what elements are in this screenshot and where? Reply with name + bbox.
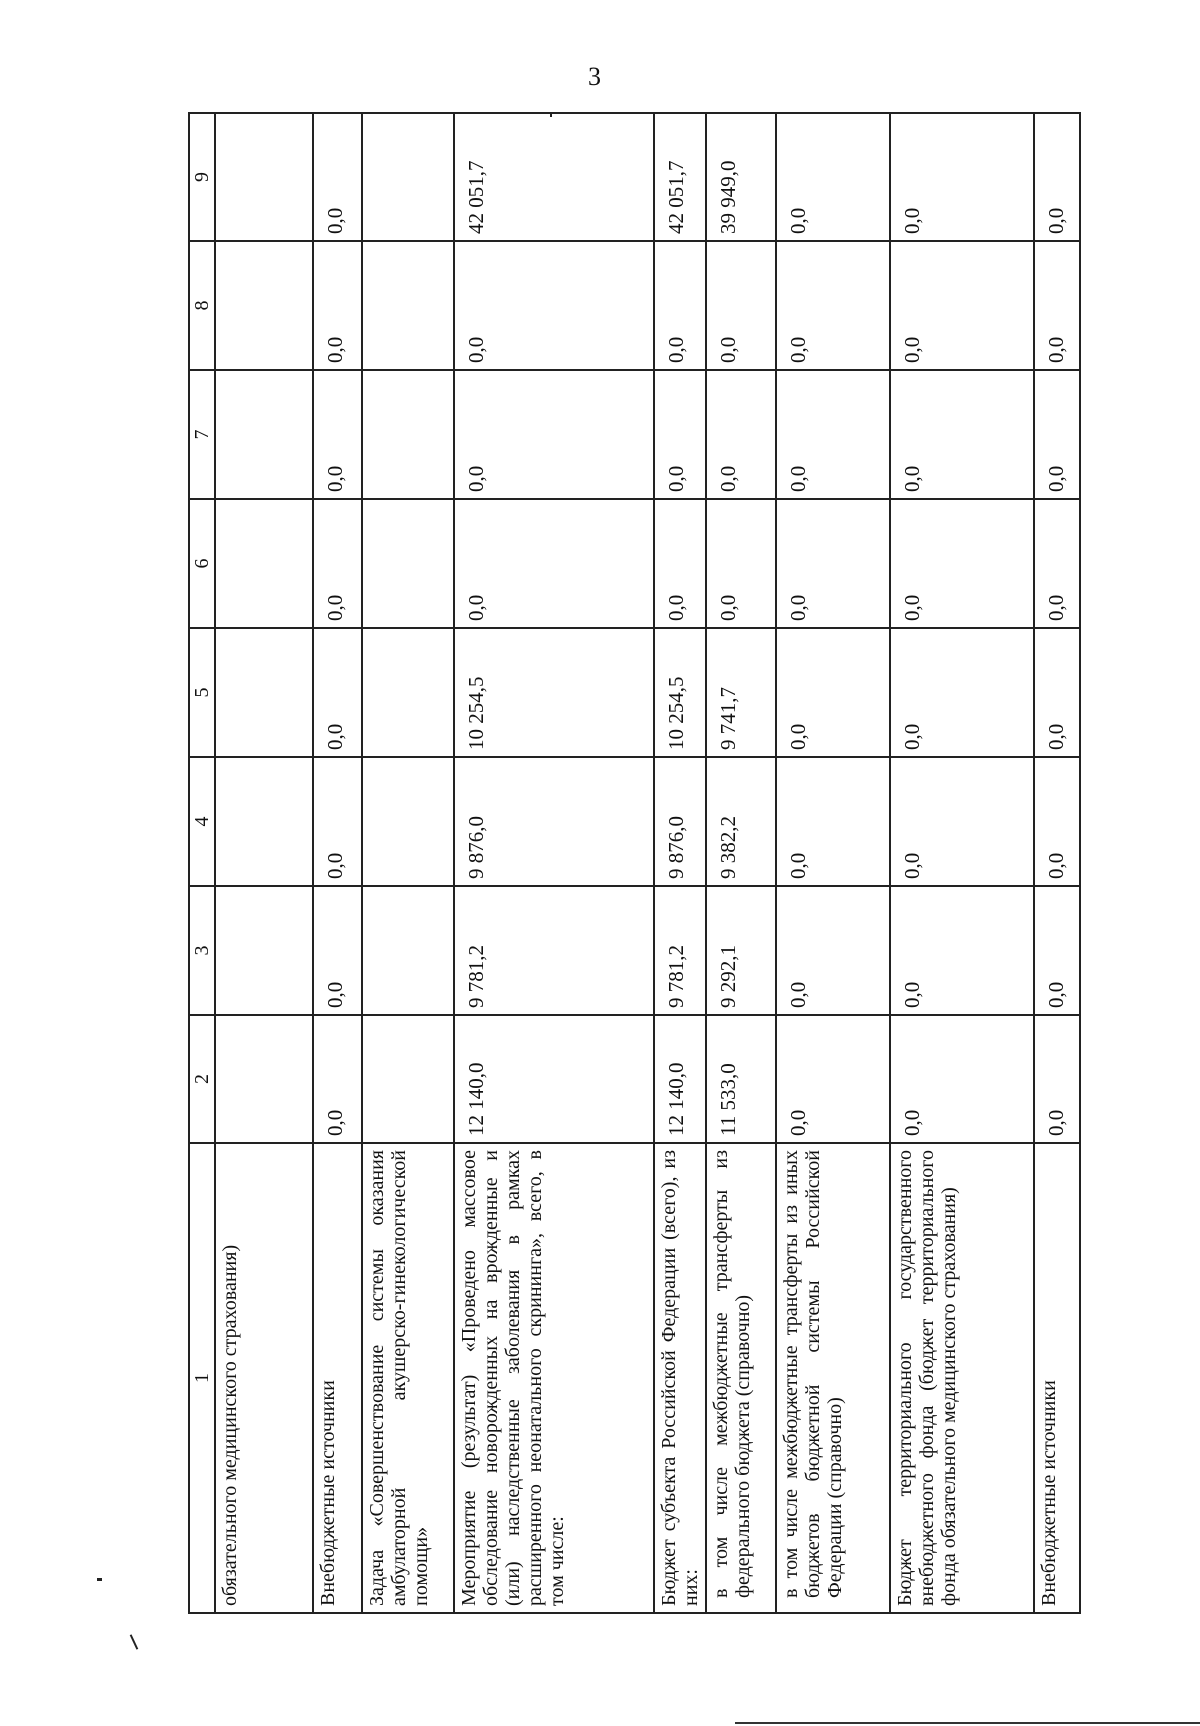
value-cell: 0,0 [1034, 886, 1080, 1015]
value-cell: 42 051,7 [654, 113, 707, 241]
column-header: 7 [189, 370, 215, 499]
value-cell [215, 499, 313, 628]
row-label: Внебюджетные источники [1034, 1143, 1080, 1613]
value-cell: 0,0 [776, 757, 890, 886]
column-header: 8 [189, 241, 215, 370]
value-cell: 0,0 [313, 370, 362, 499]
value-cell: 9 292,1 [706, 886, 775, 1015]
value-cell: 0,0 [776, 370, 890, 499]
value-cell: 0,0 [776, 113, 890, 241]
value-cell [362, 886, 455, 1015]
page-number: 3 [588, 62, 601, 91]
value-cell: 0,0 [313, 499, 362, 628]
value-cell: 0,0 [313, 628, 362, 757]
budget-table [188, 112, 1081, 1614]
value-cell: 0,0 [776, 499, 890, 628]
value-cell [362, 628, 455, 757]
row-label: Бюджет субъекта Российской Федерации (всего), из них: [654, 1143, 707, 1613]
value-cell: 0,0 [776, 1015, 890, 1143]
table-row [454, 113, 653, 1613]
table-row [654, 113, 707, 1613]
value-cell: 0,0 [313, 1015, 362, 1143]
value-cell: 0,0 [890, 886, 1035, 1015]
value-cell: 10 254,5 [654, 628, 707, 757]
value-cell: 0,0 [1034, 370, 1080, 499]
value-cell: 0,0 [890, 370, 1035, 499]
value-cell: 0,0 [706, 241, 775, 370]
value-cell: 0,0 [706, 499, 775, 628]
table-row [362, 113, 455, 1613]
value-cell: 9 741,7 [706, 628, 775, 757]
row-label: Мероприятие (результат) «Проведено массовое обследование новорожденных на врожденные и (или) наследственные заболевания в рамках расширенного неонатального скрининга», всего, в том числе: [454, 1143, 653, 1613]
table-body [215, 113, 1080, 1613]
value-cell: 0,0 [890, 628, 1035, 757]
value-cell [362, 1015, 455, 1143]
value-cell: 10 254,5 [454, 628, 653, 757]
value-cell: 0,0 [454, 370, 653, 499]
value-cell [215, 241, 313, 370]
value-cell: 12 140,0 [654, 1015, 707, 1143]
header-row [189, 113, 215, 1613]
value-cell: 0,0 [890, 757, 1035, 886]
rotated-table-container [188, 114, 1081, 1614]
value-cell [362, 241, 455, 370]
row-label: Внебюджетные источники [313, 1143, 362, 1613]
value-cell [215, 1015, 313, 1143]
value-cell: 0,0 [1034, 241, 1080, 370]
value-cell: 0,0 [1034, 1015, 1080, 1143]
column-header: 6 [189, 499, 215, 628]
value-cell [215, 113, 313, 241]
value-cell: 0,0 [654, 499, 707, 628]
value-cell: 0,0 [1034, 628, 1080, 757]
column-header: 5 [189, 628, 215, 757]
value-cell: 0,0 [706, 370, 775, 499]
value-cell: 0,0 [890, 1015, 1035, 1143]
value-cell: 0,0 [890, 113, 1035, 241]
value-cell [362, 757, 455, 886]
value-cell [215, 628, 313, 757]
value-cell: 0,0 [776, 241, 890, 370]
value-cell: 9 781,2 [654, 886, 707, 1015]
bottom-rule [735, 1722, 1200, 1724]
value-cell: 0,0 [654, 241, 707, 370]
row-label: в том числе межбюджетные трансферты из федерального бюджета (справочно) [706, 1143, 775, 1613]
table-row [215, 113, 313, 1613]
value-cell: 0,0 [313, 241, 362, 370]
table-row [313, 113, 362, 1613]
value-cell [215, 886, 313, 1015]
row-label: Бюджет территориального государственного внебюджетного фонда (бюджет территориального фонда обязательного медицинского страхования) [890, 1143, 1035, 1613]
value-cell: 9 876,0 [454, 757, 653, 886]
value-cell: 0,0 [454, 499, 653, 628]
value-cell: 11 533,0 [706, 1015, 775, 1143]
value-cell: 0,0 [1034, 113, 1080, 241]
value-cell [215, 370, 313, 499]
value-cell: 0,0 [1034, 757, 1080, 886]
value-cell: 0,0 [1034, 499, 1080, 628]
value-cell: 9 382,2 [706, 757, 775, 886]
value-cell: 9 876,0 [654, 757, 707, 886]
table-row [890, 113, 1035, 1613]
row-label: в том числе межбюджетные трансферты из иных бюджетов бюджетной системы Российской Федерации (справочно) [776, 1143, 890, 1613]
value-cell: 0,0 [654, 370, 707, 499]
value-cell: 0,0 [776, 628, 890, 757]
value-cell: 0,0 [890, 241, 1035, 370]
value-cell: 0,0 [776, 886, 890, 1015]
column-header: 2 [189, 1015, 215, 1143]
value-cell: 0,0 [890, 499, 1035, 628]
column-header: 9 [189, 113, 215, 241]
value-cell: 0,0 [313, 757, 362, 886]
table-row [1034, 113, 1080, 1613]
value-cell [362, 113, 455, 241]
value-cell: 42 051,7 [454, 113, 653, 241]
value-cell: 0,0 [313, 886, 362, 1015]
value-cell [362, 499, 455, 628]
value-cell: 9 781,2 [454, 886, 653, 1015]
value-cell [362, 370, 455, 499]
table-row [706, 113, 775, 1613]
column-header: 3 [189, 886, 215, 1015]
value-cell [215, 757, 313, 886]
value-cell: 0,0 [454, 241, 653, 370]
scan-speck [97, 1578, 102, 1581]
table-row [776, 113, 890, 1613]
column-header: 4 [189, 757, 215, 886]
scan-speck [130, 1634, 139, 1649]
column-header: 1 [189, 1143, 215, 1613]
value-cell: 39 949,0 [706, 113, 775, 241]
value-cell: 12 140,0 [454, 1015, 653, 1143]
row-label: Задача «Совершенствование системы оказания амбулаторной акушерско-гинекологической помощи» [362, 1143, 455, 1613]
row-label: обязательного медицинского страхования) [215, 1143, 313, 1613]
value-cell: 0,0 [313, 113, 362, 241]
